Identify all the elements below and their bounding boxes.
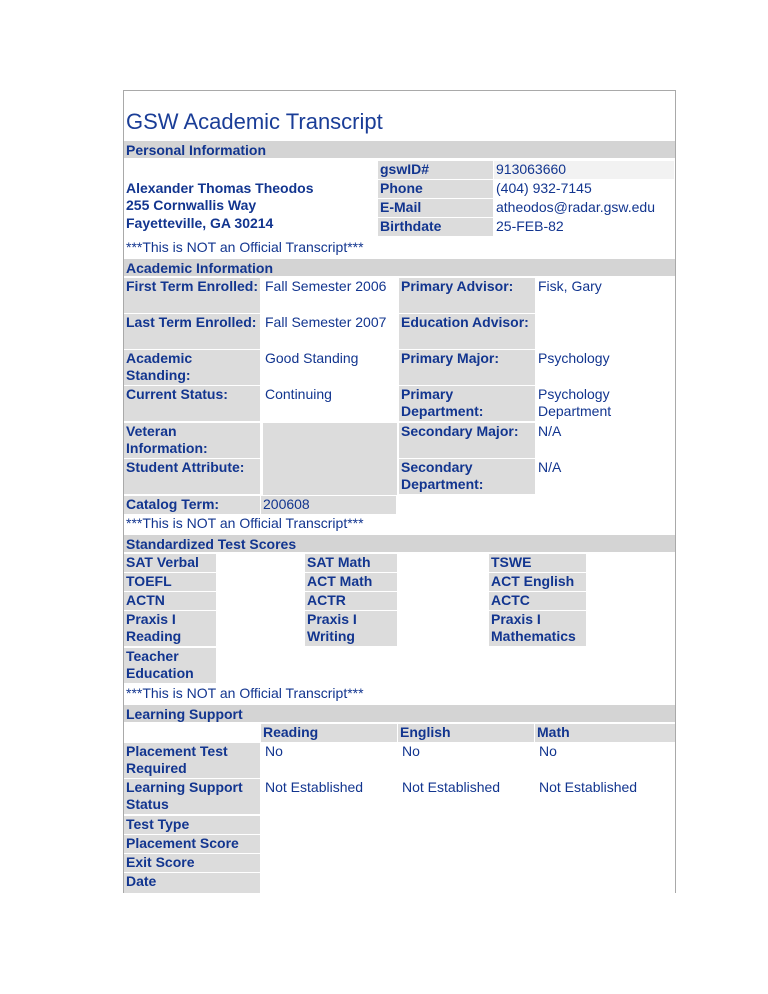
personal-info-header: Personal Information [124, 141, 675, 159]
phone-value: (404) 932-7145 [496, 180, 592, 196]
veteran-info-label: Veteran Information: [124, 423, 260, 458]
secondary-department-label: Secondary Department: [399, 459, 535, 494]
gswid-label: gswID# [378, 161, 493, 179]
phone-label: Phone [378, 180, 493, 198]
current-status-label: Current Status: [124, 386, 260, 421]
academic-standing-value: Good Standing [265, 350, 359, 366]
education-advisor-label: Education Advisor: [399, 314, 535, 349]
placement-english-value: No [402, 743, 420, 759]
status-english-value: Not Established [402, 779, 501, 795]
praxis-writing-label: Praxis I Writing [305, 611, 397, 646]
actn-label: ACTN [124, 592, 216, 610]
email-value[interactable]: atheodos@radar.gsw.edu [496, 199, 655, 215]
last-term-label: Last Term Enrolled: [124, 314, 260, 349]
primary-department-label: Primary Department: [399, 386, 535, 421]
col-english-header: English [398, 724, 534, 742]
teacher-education-label: Teacher Education [124, 648, 216, 683]
praxis-mathematics-label: Praxis I Mathematics [489, 611, 586, 646]
status-math-value: Not Established [539, 779, 638, 795]
email-label: E-Mail [378, 199, 493, 217]
first-term-value: Fall Semester 2006 [265, 278, 387, 294]
actr-label: ACTR [305, 592, 397, 610]
sat-verbal-label: SAT Verbal [124, 554, 216, 572]
act-english-label: ACT English [489, 573, 586, 591]
primary-department-value: Psychology Department [538, 386, 612, 419]
secondary-department-value: N/A [538, 459, 562, 475]
toefl-label: TOEFL [124, 573, 216, 591]
student-city: Fayetteville, GA 30214 [126, 215, 274, 231]
exit-score-label: Exit Score [124, 854, 260, 872]
placement-reading-value: No [265, 743, 283, 759]
sat-math-label: SAT Math [305, 554, 397, 572]
actc-label: ACTC [489, 592, 586, 610]
primary-advisor-value: Fisk, Gary [538, 278, 602, 294]
veteran-info-value [263, 423, 397, 495]
current-status-value: Continuing [265, 386, 332, 402]
primary-major-label: Primary Major: [399, 350, 535, 385]
not-official-notice: ***This is NOT an Official Transcript*** [126, 515, 364, 531]
placement-score-label: Placement Score [124, 835, 260, 853]
praxis-reading-label: Praxis I Reading [124, 611, 216, 646]
secondary-major-value: N/A [538, 423, 562, 439]
col-reading-header: Reading [261, 724, 397, 742]
secondary-major-label: Secondary Major: [399, 423, 535, 458]
catalog-term-value: 200608 [261, 496, 396, 514]
primary-advisor-label: Primary Advisor: [399, 278, 535, 313]
learning-support-status-label: Learning Support Status [124, 779, 260, 814]
birthdate-label: Birthdate [378, 218, 493, 236]
not-official-notice: ***This is NOT an Official Transcript*** [126, 685, 364, 701]
act-math-label: ACT Math [305, 573, 397, 591]
student-street: 255 Cornwallis Way [126, 197, 257, 213]
catalog-term-label: Catalog Term: [124, 496, 260, 514]
status-reading-value: Not Established [265, 779, 364, 795]
first-term-label: First Term Enrolled: [124, 278, 260, 313]
transcript-page [123, 90, 676, 893]
last-term-value: Fall Semester 2007 [265, 314, 387, 330]
col-math-header: Math [535, 724, 675, 742]
date-label: Date [124, 873, 260, 893]
student-name: Alexander Thomas Theodos [126, 180, 314, 196]
not-official-notice: ***This is NOT an Official Transcript*** [126, 239, 364, 255]
primary-major-value: Psychology [538, 350, 610, 366]
test-type-label: Test Type [124, 816, 260, 834]
learning-support-header: Learning Support [124, 705, 675, 723]
placement-test-required-label: Placement Test Required [124, 743, 260, 778]
academic-info-header: Academic Information [124, 259, 675, 277]
placement-math-value: No [539, 743, 557, 759]
gswid-value: 913063660 [494, 161, 674, 179]
birthdate-value: 25-FEB-82 [496, 218, 564, 234]
test-scores-header: Standardized Test Scores [124, 535, 675, 553]
tswe-label: TSWE [489, 554, 586, 572]
page-title: GSW Academic Transcript [126, 109, 383, 134]
student-attribute-label: Student Attribute: [124, 459, 260, 494]
academic-standing-label: Academic Standing: [124, 350, 260, 385]
